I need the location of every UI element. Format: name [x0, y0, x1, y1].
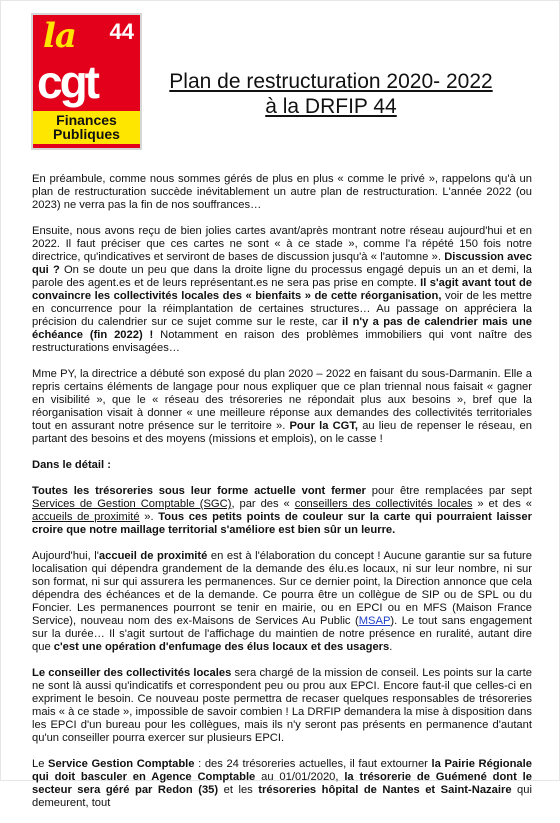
text-run: .: [389, 641, 393, 653]
text-run: En préambule, comme nous sommes gérés de plus en plus « comme le privé », rappelons qu'à un plan de restructuration succède inévitablement un autre plan de restructuration. L'année 2022 (ou 2023) ne verra pas la fin de nos souffrances…: [32, 173, 532, 211]
logo-finances-publiques: [33, 111, 140, 144]
logo-la-text: la: [43, 16, 76, 56]
logo-number: 44: [109, 19, 134, 44]
bold-run: Service Gestion Comptable: [48, 758, 195, 770]
text-run: Aujourd'hui, l': [32, 550, 99, 562]
document-title: [151, 69, 511, 119]
text-run: Mme PY, la directrice a débuté son exposé du plan 2020 – 2022 en faisant du sous-Darmanin. Elle a repris certains éléments de langage pour nous expliquer que ce plan triennal nous faisait « gagner en visibilité », que le « réseau des trésoreries ne répondait plus aux besoins », bref que la réorganisation visait à donner « une meilleure réponse aux demandes des collectivités territoriales tout en assurant notre présence sur le territoire ».: [32, 368, 532, 432]
bold-run: la trésorerie de Guémené dont le secteur sera géré par Redon (35): [32, 771, 532, 796]
text-run: On se doute un peu que dans la droite ligne du processus engagé depuis un an et demi, la parole des agent.es et de leurs représentant.es ne sera pas prise en compte.: [32, 264, 533, 289]
underlined-run: Services de Gestion Comptable (SGC): [32, 498, 232, 510]
text-run: , par des «: [231, 498, 295, 510]
text-run: au 01/01/2020,: [255, 771, 345, 783]
title-line-1: Plan de restructuration 2020- 2022: [169, 70, 493, 93]
logo-cgt-text: cgt: [37, 56, 97, 108]
bold-run: c'est une opération d'enfumage des élus locaux et des usagers: [53, 641, 390, 653]
logo-finances-text: Finances: [56, 111, 117, 128]
text-run: au lieu de repenser le réseau, en partant des besoins et des moyens (missions et emplois), on le casse !: [32, 420, 532, 445]
logo-publiques-text: Publiques: [53, 126, 120, 143]
text-run: et les: [218, 784, 259, 796]
bold-run: Toutes les trésoreries sous leur forme actuelle vont fermer: [32, 485, 366, 497]
paragraph-tresoreries: [32, 485, 532, 537]
text-run: sera chargé de la mission de conseil. Les points sur la carte ne sont là aussi qu'indicatifs et correspondent peu ou prou aux EPCI. Encore faut-il que celles-ci en expriment le besoin. Ce nouveau poste permettra de recaser quelques responsables de trésoreries mais « à ce stade », impossible de savoir combien ! La DRFIP demandera la mise à disposition dans les EPCI d'un bureau pour les collègues, mais ils n'y seront pas présents en permanence d'autant qu'un conseiller pourra exercer sur plusieurs EPCI.: [32, 667, 532, 744]
text-run: Le: [32, 758, 49, 770]
paragraph-director: [32, 368, 532, 446]
bold-run: trésoreries hôpital de Nantes et Saint-Nazaire: [258, 784, 512, 796]
text-run: ».: [139, 511, 154, 523]
bold-run: Tous ces petits points de couleur sur la carte qui pourraient laisser croire que notre maillage territorial s'améliore est bien sûr un leurre.: [32, 511, 532, 536]
bold-run: Le conseiller des collectivités locales: [32, 667, 232, 679]
text-run: » et des «: [472, 498, 532, 510]
document-body: [32, 173, 532, 823]
underlined-run: accueils de proximité: [32, 511, 140, 523]
title-line-2: à la DRFIP 44: [265, 95, 397, 118]
paragraph-preamble: [32, 173, 532, 212]
bold-run: accueil de proximité: [98, 550, 208, 562]
paragraph-conseiller: [32, 667, 532, 745]
bold-run: il n'y a pas de calendrier mais une échéance (fin 2022) !: [32, 316, 532, 341]
cgt-logo: [31, 13, 142, 150]
text-run: : des 24 trésoreries actuelles, il faut extourner: [194, 758, 432, 770]
paragraph-maps: [32, 225, 532, 355]
msap-link[interactable]: MSAP: [358, 615, 391, 627]
paragraph-accueil: [32, 550, 532, 654]
text-run: ). Le tout sans engagement sur la durée… Il s'agit surtout de l'affichage du maintien de notre présence en ruralité, autant dire que: [32, 615, 532, 653]
text-run: Notamment en raison des problèmes immobiliers qui vont naître des restructurations envisagées…: [32, 329, 532, 354]
text-run: en est à l'élaboration du concept ! Aucune garantie sur sa future localisation qui dépendra grandement de la demande des élu.es locaux, ni sur leur nombre, ni sur son format, ni sur qui assurera les permanences. Sur ce dernier point, la Direction annonce que cela dépendra des échéances et de la demande. Ce pourra être un collègue de SIP ou de SPL ou du Foncier. Les permanences pourront se tenir en mairie, ou en EPCI ou en MFS (Maison France Service), nouveau nom des ex-Maisons de Services Au Public (: [32, 550, 532, 627]
bold-run: Discussion avec qui ?: [32, 251, 533, 276]
paragraph-sgc: [32, 758, 532, 810]
text-run: Ensuite, nous avons reçu de bien jolies cartes avant/après montrant notre réseau aujourd'hui et en 2022. Il faut préciser que ces cartes ne sont « à ce stade », comme l'a répété 150 fois notre directrice, qu'indicatives et serviront de bases de discussion jusqu'à « l'automne ».: [32, 225, 532, 263]
bold-run: Pour la CGT,: [285, 420, 359, 432]
text-run: qui demeurent, tout: [32, 784, 532, 809]
bold-run: la Pairie Régionale qui doit basculer en Agence Comptable: [32, 758, 532, 783]
bold-run: Il s'agit avant tout de convaincre les collectivités locales des « bienfaits » de cette réorganisation,: [32, 277, 532, 302]
text-run: voir de les mettre en concurrence pour la réimplantation de certaines structures… Au passage on appréciera la précision du calendrier sur ce sujet comme sur le reste, car: [32, 290, 532, 328]
underlined-run: conseillers des collectivités locales: [294, 498, 473, 510]
section-heading-detail: Dans le détail :: [32, 459, 111, 471]
text-run: pour être remplacées par sept: [365, 485, 532, 497]
